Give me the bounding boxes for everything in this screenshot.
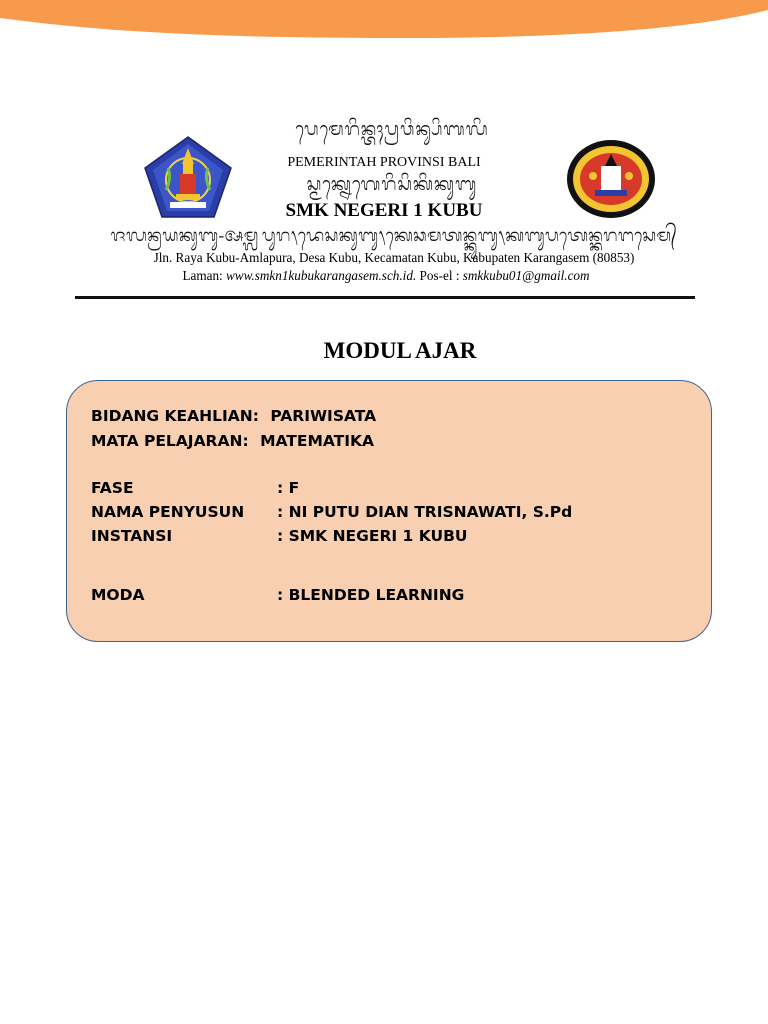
instansi-label: INSTANSI	[91, 527, 173, 545]
nama-penyusun-value: : NI PUTU DIAN TRISNAWATI, S.Pd	[277, 503, 573, 521]
top-wave-decoration	[0, 0, 768, 48]
instansi-value: : SMK NEGERI 1 KUBU	[277, 527, 468, 545]
school-address: Jln. Raya Kubu-Amlapura, Desa Kubu, Kecamatan Kubu, Kabupaten Karangasem (80853)	[153, 250, 635, 265]
school-name: SMK NEGERI 1 KUBU	[285, 200, 483, 221]
mata-pelajaran-label: MATA PELAJARAN:	[91, 432, 249, 450]
module-info-box	[66, 380, 712, 642]
fase-value: : F	[277, 479, 300, 497]
letterhead-divider	[75, 296, 695, 299]
balinese-script-line-3: ᬚᬮᬦ᭄ᬭᬬᬓᬸᬩᬸ-ᬅᬫ᭄ᬮᬧᬸᬭ᭞ᬤᬾᬲᬓᬸᬩᬸ᭞ᬓᬾᬘᬫᬢᬦ᭄ᬓᬸᬩᬸ᭞ᬓᬩᬸᬧᬢᬾᬦ᭄ᬓᬭᬗᬲᬾᬫ᭄	[110, 226, 678, 245]
bidang-keahlian-row	[91, 407, 376, 425]
bidang-keahlian-label: BIDANG KEAHLIAN:	[91, 407, 259, 425]
fase-label: FASE	[91, 479, 134, 497]
email-link[interactable]: smkkubu01@gmail.com	[462, 268, 590, 283]
moda-value: : BLENDED LEARNING	[277, 586, 465, 604]
website-prefix: Laman:	[182, 268, 227, 283]
document-title: MODUL AJAR	[323, 338, 477, 363]
balinese-script-line-1: ᬧᬾᬫᬾᬭᬶᬦ᭄ᬢᬄᬧ᭄ᬭᬯᬶᬦ᭄ᬲᬶᬩᬮᬶ	[295, 119, 489, 139]
balinese-script-line-2: ᬲ᭄ᬫᬓ᭄ᬦᬾᬕᬾᬭᬶᬲᬶᬓᬶᬓᬸᬩᬸ	[306, 174, 478, 194]
contact-line	[2, 268, 768, 284]
mata-pelajaran-row	[91, 432, 374, 450]
moda-label: MODA	[91, 586, 145, 604]
government-name: PEMERINTAH PROVINSI BALI	[287, 155, 481, 170]
mata-pelajaran-value: MATEMATIKA	[260, 432, 375, 450]
bidang-keahlian-value: PARIWISATA	[270, 407, 377, 425]
nama-penyusun-label: NAMA PENYUSUN	[91, 503, 245, 521]
website-link[interactable]: www.smkn1kubukarangasem.sch.id.	[226, 268, 417, 283]
email-prefix: Pos-el :	[416, 268, 463, 283]
